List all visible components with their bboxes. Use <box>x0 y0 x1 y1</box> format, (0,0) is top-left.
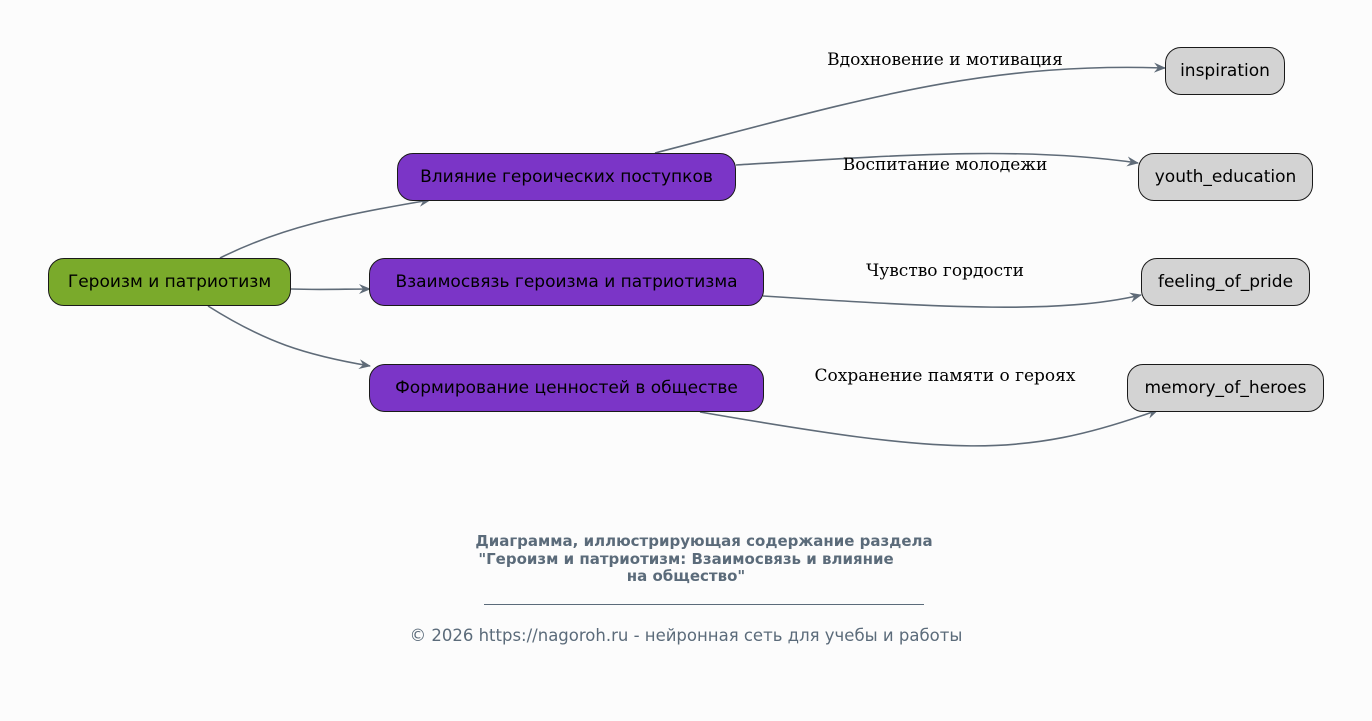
caption-line-3: на общество" <box>626 567 746 585</box>
edge-values-to-memory-of-heroes <box>700 410 1158 446</box>
edge-relation-to-feeling-of-pride <box>763 295 1141 307</box>
edge-root-to-values <box>208 306 370 366</box>
node-influence-of-heroic-deeds: Влияние героических поступков <box>397 153 736 201</box>
node-feeling-of-pride: feeling_of_pride <box>1141 258 1310 306</box>
node-heroism-and-patriotism: Героизм и патриотизм <box>48 258 291 306</box>
caption-line-1: Диаграмма, иллюстрирующая содержание раздела <box>475 532 933 550</box>
diagram-caption <box>0 533 1372 586</box>
node-youth-education: youth_education <box>1138 153 1313 201</box>
edge-label-youth-education: Воспитание молодежи <box>842 155 1048 175</box>
node-inspiration: inspiration <box>1165 47 1285 95</box>
caption-footer: © 2026 https://nagoroh.ru - нейронная сеть для учебы и работы <box>409 626 963 645</box>
caption-line-2: "Героизм и патриотизм: Взаимосвязь и влияние <box>478 549 894 568</box>
edge-label-feeling-of-pride: Чувство гордости <box>866 261 1024 281</box>
node-forming-society-values: Формирование ценностей в обществе <box>369 364 764 412</box>
edge-influence-to-inspiration <box>655 67 1165 153</box>
node-heroism-patriotism-relation: Взаимосвязь героизма и патриотизма <box>369 258 764 306</box>
edge-label-inspiration: Вдохновение и мотивация <box>827 50 1063 70</box>
node-memory-of-heroes: memory_of_heroes <box>1127 364 1324 412</box>
edge-root-to-influence <box>220 200 430 258</box>
edge-label-memory-of-heroes: Сохранение памяти о героях <box>814 366 1076 386</box>
caption-divider <box>484 604 924 605</box>
